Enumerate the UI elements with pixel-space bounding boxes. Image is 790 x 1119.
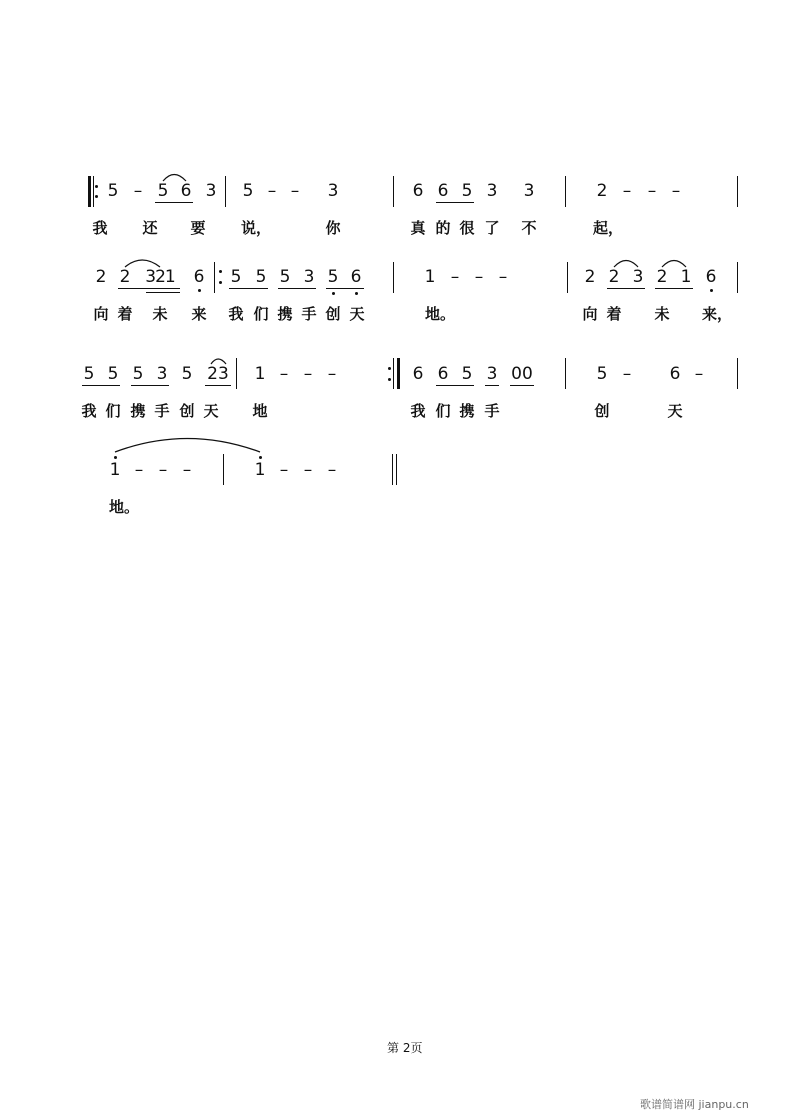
dash: – [290,181,300,201]
slur [662,261,686,268]
dash: – [327,364,337,384]
dash: – [671,181,681,201]
note: 6 [193,267,205,287]
note: 2 [95,267,107,287]
lyric: 们 [435,402,451,420]
note: 5 [461,364,473,384]
lyric: 手 [154,402,170,420]
slur [614,261,638,268]
slur [163,175,186,182]
note: 3 [486,181,498,201]
dash: – [474,267,484,287]
lyric: 我 [228,305,244,323]
note: 3 [632,267,644,287]
note: 1 [254,460,266,480]
lyric: 们 [253,305,269,323]
watermark: 歌谱简谱网 jianpu.cn [640,1098,749,1111]
slur [125,260,160,267]
lyric: 着 [606,305,622,323]
note: 23 [207,364,229,384]
dash: – [133,181,143,201]
note: 2 [119,267,131,287]
note: 5 [181,364,193,384]
lyric: 的 [435,219,451,237]
note: 6 [669,364,681,384]
lyric: 创 [179,402,195,420]
note: 1 [680,267,692,287]
dash: – [267,181,277,201]
lyric: 天 [349,305,365,323]
slur [211,359,226,364]
note: 5 [157,181,169,201]
note: 6 [412,181,424,201]
note: 3 [303,267,315,287]
lyric: 们 [105,402,121,420]
lyric: 你 [325,219,341,237]
lyric: 携 [459,402,475,420]
note: 6 [412,364,424,384]
lyric: 地。 [108,498,140,516]
lyric: 未 [152,305,168,323]
note: 5 [83,364,95,384]
lyric: 起， [592,219,624,237]
lyric: 还 [142,219,158,237]
lyric: 我 [81,402,97,420]
lyric: 天 [667,402,683,420]
note: 6 [180,181,192,201]
lyric: 我 [410,402,426,420]
note: 5 [255,267,267,287]
dash: – [450,267,460,287]
lyric: 携 [130,402,146,420]
lyric: 我 [92,219,108,237]
dash: – [327,460,337,480]
note: 5 [107,364,119,384]
note: 2 [584,267,596,287]
dash: – [498,267,508,287]
note: 00 [511,364,533,384]
note: 3 [486,364,498,384]
lyric: 地。 [424,305,456,323]
dash: – [134,460,144,480]
lyric: 携 [277,305,293,323]
note: 6 [437,181,449,201]
lyric: 来 [191,305,207,323]
note: 5 [279,267,291,287]
note: 321 [145,267,175,287]
lyric: 来， [701,305,733,323]
lyric: 要 [190,219,206,237]
dash: – [182,460,192,480]
dash: – [279,364,289,384]
lyric: 不 [521,219,537,237]
note: 5 [596,364,608,384]
note: 6 [705,267,717,287]
dash: – [622,181,632,201]
lyric: 向 [93,305,109,323]
page-number: 第 2页 [387,1041,423,1055]
note: 2 [656,267,668,287]
note: 1 [109,460,121,480]
note: 3 [327,181,339,201]
lyric: 手 [484,402,500,420]
dash: – [303,460,313,480]
dash: – [303,364,313,384]
dash: – [279,460,289,480]
dash: – [647,181,657,201]
note: 1 [424,267,436,287]
lyric: 真 [410,219,426,237]
note: 2 [608,267,620,287]
lyric: 说， [240,219,272,237]
note: 5 [132,364,144,384]
note: 3 [523,181,535,201]
lyric: 很 [459,219,475,237]
lyric: 手 [301,305,317,323]
note: 5 [242,181,254,201]
note: 2 [596,181,608,201]
note: 3 [205,181,217,201]
dash: – [694,364,704,384]
lyric: 向 [582,305,598,323]
lyric: 天 [203,402,219,420]
note: 5 [107,181,119,201]
note: 5 [327,267,339,287]
dash: – [622,364,632,384]
lyric: 未 [654,305,670,323]
lyric: 着 [117,305,133,323]
note: 5 [461,181,473,201]
slur [115,439,260,453]
note: 1 [254,364,266,384]
note: 6 [350,267,362,287]
lyric: 了 [484,219,500,237]
note: 5 [230,267,242,287]
lyric: 创 [594,402,610,420]
lyric: 创 [325,305,341,323]
dash: – [158,460,168,480]
note: 3 [156,364,168,384]
note: 6 [437,364,449,384]
lyric: 地 [252,402,268,420]
